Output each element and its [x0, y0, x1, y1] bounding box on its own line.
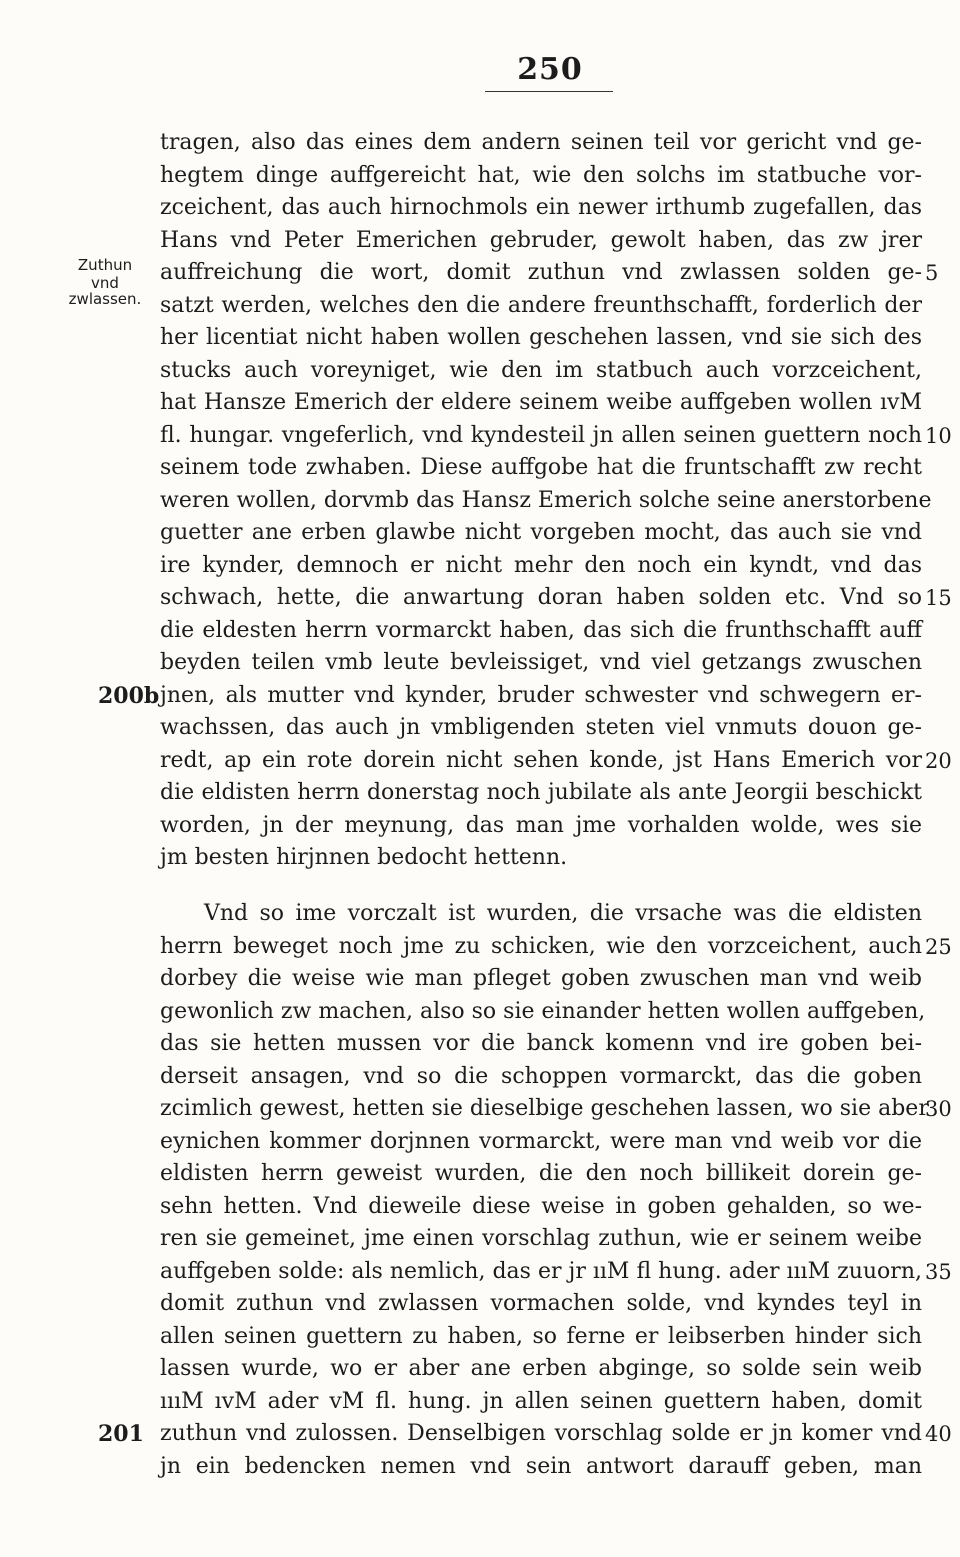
text-line: sehn hetten. Vnd dieweile diese weise in goben gehalden, so we- [160, 1193, 922, 1219]
text-line: allen seinen guettern zu haben, so ferne er leibserben hinder sich [160, 1323, 922, 1349]
text-line: die eldesten herrn vormarckt haben, das sich die frunthschafft auff [160, 617, 922, 643]
text-line: jn ein bedencken nemen vnd sein antwort darauff geben, man [160, 1453, 922, 1479]
text-line: jnen, als mutter vnd kynder, bruder schwester vnd schwegern er- [160, 682, 922, 708]
line-number: 5 [925, 261, 939, 285]
header-rule [485, 91, 613, 92]
text-line: seinem tode zwhaben. Diese auffgobe hat die fruntschafft zw recht [160, 455, 922, 480]
text-line: guetter ane erben glawbe nicht vorgeben mocht, das auch sie vnd [160, 520, 922, 545]
text-line: ren sie gemeinet, jme einen vorschlag zuthun, wie er seinem weibe [160, 1226, 922, 1251]
folio-marker: 200b [98, 682, 160, 709]
text-line: wachssen, das auch jn vmbligenden steten viel vnmuts douon ge- [160, 715, 922, 740]
text-line: zuthun vnd zulossen. Denselbigen vorschlag solde er jn komer vnd [160, 1421, 922, 1446]
folio-marker: 201 [98, 1421, 144, 1447]
text-line: dorbey die weise wie man pfleget goben zwuschen man vnd weib [160, 966, 922, 991]
page-number: 250 [517, 52, 583, 87]
text-line: jm besten hirjnnen bedocht hettenn. [160, 845, 568, 870]
margin-note: Zuthun [77, 256, 133, 274]
line-number: 10 [925, 423, 952, 448]
text-line: satzt werden, welches den die andere freunthschafft, forderlich der [160, 292, 922, 318]
line-number: 40 [925, 1422, 952, 1446]
text-line: stucks auch voreyniget, wie den im statbuch auch vorzceichent, [160, 357, 922, 383]
text-line: Hans vnd Peter Emerichen gebruder, gewolt haben, das zw jrer [160, 227, 922, 253]
text-line: schwach, hette, die anwartung doran haben solden etc. Vnd so [160, 585, 922, 610]
line-number: 15 [925, 586, 952, 610]
line-number: 35 [925, 1259, 952, 1284]
text-line: weren wollen, dorvmb das Hansz Emerich solche seine anerstorbene [160, 487, 932, 513]
margin-note: vnd [91, 274, 119, 292]
text-line: tragen, also das eines dem andern seinen teil vor gericht vnd ge- [160, 130, 922, 155]
text-line: auffgeben solde: als nemlich, das er jr ııM fl hung. ader ıııM zuuorn, [160, 1258, 922, 1284]
text-line: herrn beweget noch jme zu schicken, wie den vorzceichent, auch [160, 933, 922, 959]
text-line: zceichent, das auch hirnochmols ein newer irthumb zugefallen, das [160, 195, 922, 220]
text-line: Vnd so ime vorczalt ist wurden, die vrsache was die eldisten [204, 901, 922, 926]
text-line: auffreichung die wort, domit zuthun vnd zwlassen solden ge- [160, 260, 922, 285]
text-line: lassen wurde, wo er aber ane erben abginge, so solde sein weib [160, 1356, 922, 1381]
text-line: redt, ap ein rote dorein nicht sehen konde, jst Hans Emerich vor [160, 747, 922, 773]
text-line: fl. hungar. vngeferlich, vnd kyndesteil jn allen seinen guettern noch [160, 422, 922, 448]
text-line: worden, jn der meynung, das man jme vorhalden wolde, wes sie [160, 812, 922, 838]
text-line: gewonlich zw machen, also so sie einander hetten wollen auffgeben, [160, 998, 926, 1024]
text-line: ire kynder, demnoch er nicht mehr den noch ein kyndt, vnd das [160, 552, 922, 578]
text-line: beyden teilen vmb leute bevleissiget, vnd viel getzangs zwuschen [160, 650, 922, 675]
text-line: derseit ansagen, vnd so die schoppen vormarckt, das die goben [160, 1063, 922, 1089]
text-line: eynichen kommer dorjnnen vormarckt, were man vnd weib vor die [160, 1128, 922, 1154]
line-number: 20 [925, 748, 952, 773]
text-line: die eldisten herrn donerstag noch jubilate als ante Jeorgii beschickt [160, 780, 922, 805]
line-number: 30 [925, 1097, 952, 1121]
text-line: ıııM ıvM ader vM fl. hung. jn allen seinen guettern haben, domit [160, 1388, 922, 1414]
text-line: eldisten herrn geweist wurden, die den noch billikeit dorein ge- [160, 1161, 922, 1186]
margin-note: zwlassen. [68, 290, 142, 308]
text-line: das sie hetten mussen vor die banck komenn vnd ire goben bei- [160, 1031, 922, 1056]
line-number: 25 [925, 934, 952, 959]
text-line: zcimlich gewest, hetten sie dieselbige geschehen lassen, wo sie aber [160, 1096, 929, 1121]
text-line: domit zuthun vnd zwlassen vormachen solde, vnd kyndes teyl in [160, 1291, 922, 1316]
text-line: hat Hansze Emerich der eldere seinem weibe auffgeben wollen ıvM [160, 390, 922, 415]
text-line: hegtem dinge auffgereicht hat, wie den solchs im statbuche vor- [160, 162, 922, 188]
text-line: her licentiat nicht haben wollen geschehen lassen, vnd sie sich des [160, 325, 922, 350]
